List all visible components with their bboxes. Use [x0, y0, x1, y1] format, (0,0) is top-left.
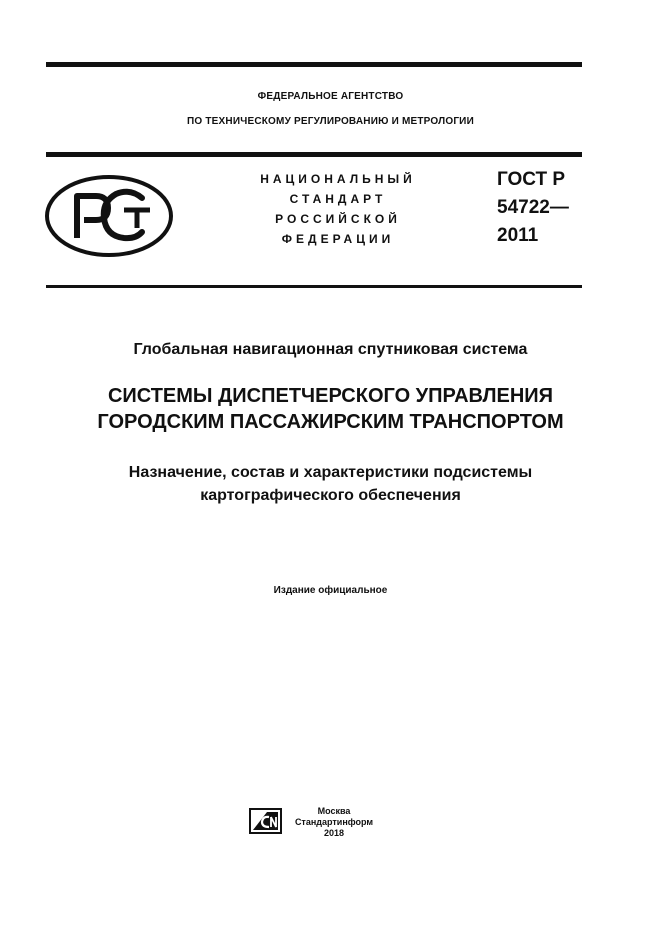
imprint-city: Москва: [317, 806, 351, 816]
national-standard-label: [228, 169, 448, 249]
imprint: [294, 806, 374, 839]
national-label-line: РОССИЙСКОЙ: [275, 212, 401, 226]
imprint-year: 2018: [323, 828, 345, 838]
top-rule: [46, 62, 582, 67]
title-rule: [46, 285, 582, 288]
edition-label: Издание официальное: [273, 585, 388, 596]
standard-code-line: 54722—: [497, 197, 569, 218]
standartinform-logo-icon: [249, 808, 282, 834]
national-label-line: СТАНДАРТ: [289, 192, 387, 206]
standard-code: [497, 166, 569, 250]
header-rule: [46, 152, 582, 157]
rst-certification-mark-icon: [44, 174, 174, 258]
agency-line-1: ФЕДЕРАЛЬНОЕ АГЕНТСТВО: [257, 91, 404, 102]
subtitle-purpose-line: Назначение, состав и характеристики подсистемы: [128, 464, 533, 481]
page-title-line: ГОРОДСКИМ ПАССАЖИРСКИМ ТРАНСПОРТОМ: [97, 411, 564, 433]
national-label-line: ФЕДЕРАЦИИ: [281, 232, 395, 246]
standard-code-line: ГОСТ Р: [497, 169, 566, 190]
subtitle-purpose: [0, 461, 661, 507]
imprint-publisher: Стандартинформ: [294, 817, 374, 827]
page-title: [0, 383, 661, 435]
subtitle-system: Глобальная навигационная спутниковая система: [133, 341, 528, 358]
agency-line-2: ПО ТЕХНИЧЕСКОМУ РЕГУЛИРОВАНИЮ И МЕТРОЛОГИИ: [187, 116, 474, 127]
national-label-line: НАЦИОНАЛЬНЫЙ: [260, 172, 416, 186]
subtitle-purpose-line: картографического обеспечения: [200, 487, 461, 504]
page-title-line: СИСТЕМЫ ДИСПЕТЧЕРСКОГО УПРАВЛЕНИЯ: [107, 385, 554, 407]
standard-code-line: 2011: [497, 225, 539, 246]
